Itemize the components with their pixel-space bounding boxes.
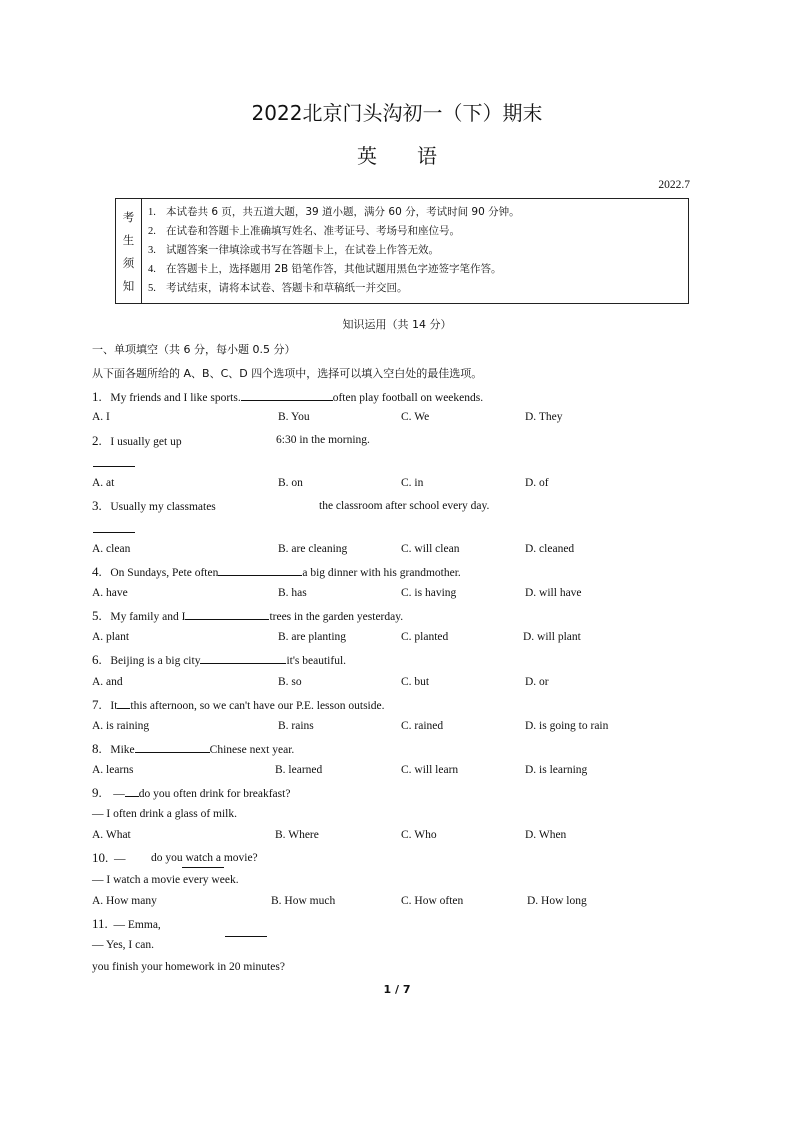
answer-blank bbox=[125, 786, 139, 797]
option-b: B. rains bbox=[278, 720, 314, 732]
notice-item-number: 5. bbox=[148, 283, 156, 294]
option-b: B. How much bbox=[271, 895, 336, 907]
question-2 bbox=[92, 433, 182, 449]
option-c: C. Who bbox=[401, 829, 437, 841]
answer-blank bbox=[93, 466, 135, 467]
question-stem-end: you finish your homework in 20 minutes? bbox=[92, 961, 285, 973]
page-title: 2022北京门头沟初一（下）期末 bbox=[251, 101, 543, 125]
notice-item-number: 4. bbox=[148, 264, 156, 275]
option-d: D. cleaned bbox=[525, 543, 575, 555]
notice-label-char: 须 bbox=[122, 255, 135, 270]
question-dash: — bbox=[113, 788, 125, 800]
exam-date: 2022.7 bbox=[658, 179, 690, 191]
question-number: 10. bbox=[92, 850, 109, 865]
option-c: C. will learn bbox=[401, 764, 459, 776]
notice-label-char: 知 bbox=[122, 278, 135, 293]
option-d: D. How long bbox=[527, 895, 587, 907]
notice-list bbox=[148, 203, 520, 298]
question-number: 8. bbox=[92, 741, 102, 756]
subject-title bbox=[0, 140, 794, 169]
notice-item bbox=[148, 241, 520, 260]
notice-item-text: 在试卷和答题卡上准确填写姓名、准考证号、考场号和座位号。 bbox=[166, 225, 460, 237]
question-stem-end: do you often drink for breakfast? bbox=[138, 788, 291, 800]
option-a: A. How many bbox=[92, 895, 157, 907]
option-d: D. will plant bbox=[523, 631, 581, 643]
option-b: B. are planting bbox=[278, 631, 347, 643]
question-stem-end: this afternoon, so we can't have our P.E. lesson outside. bbox=[130, 700, 385, 712]
option-c: C. We bbox=[401, 411, 430, 423]
question-3 bbox=[92, 498, 216, 514]
option-c: C. rained bbox=[401, 720, 444, 732]
question-stem: I usually get up bbox=[110, 436, 182, 448]
option-c: C. How often bbox=[401, 895, 464, 907]
question-stem-end: often play football on weekends. bbox=[332, 392, 484, 404]
option-a: A. plant bbox=[92, 631, 130, 643]
question-reply: — I watch a movie every week. bbox=[92, 874, 239, 886]
question-dash: — bbox=[114, 853, 126, 865]
question-stem-end: a big dinner with his grandmother. bbox=[302, 567, 461, 579]
question-reply: — Yes, I can. bbox=[92, 939, 154, 951]
option-d: D. of bbox=[525, 477, 549, 489]
question-7 bbox=[92, 697, 384, 713]
answer-blank bbox=[93, 532, 135, 533]
answer-blank bbox=[117, 698, 130, 709]
option-d: D. will have bbox=[525, 587, 582, 599]
question-reply: — I often drink a glass of milk. bbox=[92, 808, 238, 820]
question-10 bbox=[92, 850, 126, 866]
option-a: A. is raining bbox=[92, 720, 150, 732]
notice-item bbox=[148, 279, 520, 298]
option-c: C. will clean bbox=[401, 543, 460, 555]
question-8 bbox=[92, 741, 294, 757]
question-11 bbox=[92, 916, 161, 932]
option-c: C. in bbox=[401, 477, 424, 489]
question-number: 7. bbox=[92, 697, 102, 712]
section-title: 知识运用（共 14 分） bbox=[342, 318, 452, 331]
question-number: 9. bbox=[92, 785, 102, 800]
part-instruction: 从下面各题所给的 A、B、C、D 四个选项中，选择可以填入空白处的最佳选项。 bbox=[92, 367, 483, 380]
option-b: B. on bbox=[278, 477, 303, 489]
notice-item-text: 在答题卡上，选择题用 2B 铅笔作答，其他试题用黑色字迹签字笔作答。 bbox=[166, 263, 502, 275]
option-b: B. has bbox=[278, 587, 307, 599]
question-4 bbox=[92, 564, 461, 580]
question-stem: It bbox=[110, 700, 118, 712]
option-c: C. is having bbox=[401, 587, 457, 599]
option-a: A. have bbox=[92, 587, 128, 599]
answer-blank bbox=[218, 565, 302, 576]
option-a: A. learns bbox=[92, 764, 134, 776]
question-stem-end: 6:30 in the morning. bbox=[276, 434, 370, 446]
option-d: D. When bbox=[525, 829, 567, 841]
question-stem: My family and I bbox=[110, 611, 186, 623]
option-a: A. clean bbox=[92, 543, 131, 555]
question-number: 4. bbox=[92, 564, 102, 579]
notice-label-char: 生 bbox=[122, 232, 135, 247]
option-b: B. Where bbox=[275, 829, 319, 841]
question-stem: On Sundays, Pete often bbox=[110, 567, 219, 579]
option-a: A. What bbox=[92, 829, 131, 841]
option-d: D. is going to rain bbox=[525, 720, 609, 732]
answer-blank bbox=[182, 867, 224, 868]
question-stem: Mike bbox=[110, 744, 135, 756]
option-b: B. You bbox=[278, 411, 310, 423]
option-c: C. planted bbox=[401, 631, 449, 643]
answer-blank bbox=[241, 390, 333, 401]
option-b: B. are cleaning bbox=[278, 543, 348, 555]
option-a: A. and bbox=[92, 676, 123, 688]
option-b: B. learned bbox=[275, 764, 323, 776]
option-d: D. or bbox=[525, 676, 549, 688]
notice-item bbox=[148, 260, 520, 279]
question-stem-end: the classroom after school every day. bbox=[319, 500, 490, 512]
subject-char-2: 语 bbox=[417, 144, 437, 168]
notice-label-char: 考 bbox=[122, 209, 135, 224]
notice-item-text: 考试结束，请将本试卷、答题卡和草稿纸一并交回。 bbox=[166, 282, 408, 294]
option-b: B. so bbox=[278, 676, 302, 688]
option-a: A. at bbox=[92, 477, 115, 489]
question-stem: Beijing is a big city bbox=[110, 655, 201, 667]
option-a: A. I bbox=[92, 411, 110, 423]
question-5 bbox=[92, 608, 403, 624]
question-number: 3. bbox=[92, 498, 102, 513]
question-number: 6. bbox=[92, 652, 102, 667]
answer-blank bbox=[135, 742, 210, 753]
question-number: 1. bbox=[92, 389, 102, 404]
notice-item-text: 试题答案一律填涂或书写在答题卡上，在试卷上作答无效。 bbox=[166, 244, 439, 256]
question-number: 5. bbox=[92, 608, 102, 623]
notice-label bbox=[116, 199, 142, 303]
question-stem: — Emma, bbox=[113, 919, 161, 931]
option-d: D. is learning bbox=[525, 764, 588, 776]
question-stem: Usually my classmates bbox=[110, 501, 216, 513]
answer-blank bbox=[185, 609, 269, 620]
question-stem-end: do you watch a movie? bbox=[151, 852, 258, 864]
notice-item-number: 1. bbox=[148, 207, 156, 218]
question-number: 11. bbox=[92, 916, 108, 931]
notice-item-number: 2. bbox=[148, 226, 156, 237]
option-c: C. but bbox=[401, 676, 430, 688]
part-title: 一、单项填空（共 6 分，每小题 0.5 分） bbox=[92, 343, 296, 356]
question-number: 2. bbox=[92, 433, 102, 448]
answer-blank bbox=[200, 653, 286, 664]
option-d: D. They bbox=[525, 411, 563, 423]
page-number: 1 / 7 bbox=[383, 983, 411, 996]
question-stem-end: trees in the garden yesterday. bbox=[269, 611, 404, 623]
question-6 bbox=[92, 652, 346, 668]
notice-item bbox=[148, 222, 520, 241]
question-stem-end: it's beautiful. bbox=[286, 655, 347, 667]
question-stem: My friends and I like sports. bbox=[110, 392, 241, 404]
question-9 bbox=[92, 785, 290, 801]
question-stem-end: Chinese next year. bbox=[209, 744, 295, 756]
answer-blank bbox=[225, 936, 267, 937]
notice-item-text: 本试卷共 6 页，共五道大题，39 道小题，满分 60 分，考试时间 90 分钟。 bbox=[166, 206, 520, 218]
notice-item bbox=[148, 203, 520, 222]
exam-notice-box bbox=[115, 198, 689, 304]
subject-char-1: 英 bbox=[357, 144, 377, 168]
notice-item-number: 3. bbox=[148, 245, 156, 256]
question-1 bbox=[92, 389, 483, 405]
